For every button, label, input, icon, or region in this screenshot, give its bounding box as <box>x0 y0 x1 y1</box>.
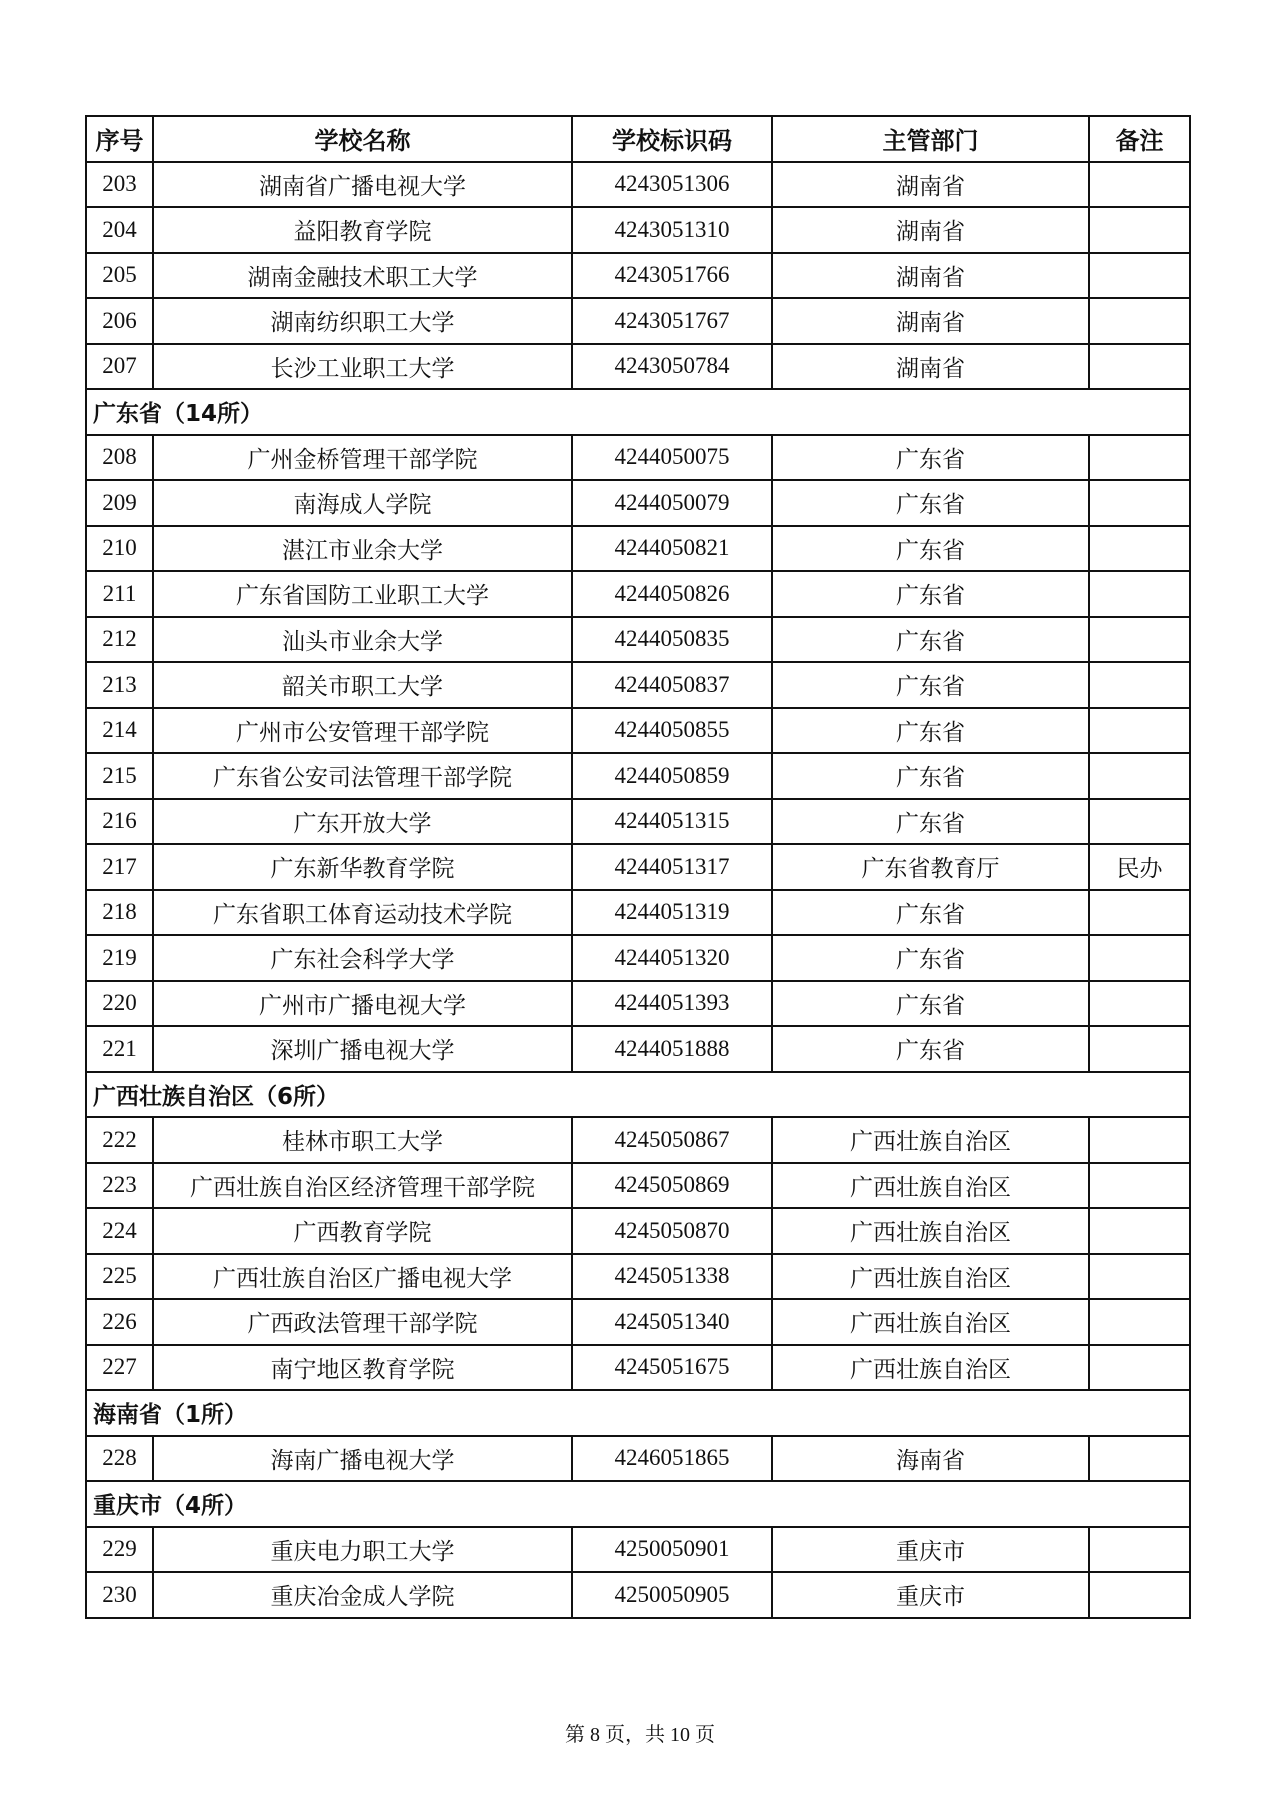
cell-school-code: 4244051319 <box>572 890 772 936</box>
cell-school-name: 广西教育学院 <box>153 1208 572 1254</box>
cell-school-code: 4244051320 <box>572 935 772 981</box>
table-row <box>86 617 1190 663</box>
cell-school-name: 长沙工业职工大学 <box>153 344 572 390</box>
page-footer: 第 8 页，共 10 页 <box>565 1724 715 1746</box>
cell-authority: 广西壮族自治区 <box>772 1345 1089 1391</box>
cell-school-name: 深圳广播电视大学 <box>153 1026 572 1072</box>
group-row <box>86 1481 1190 1527</box>
cell-note <box>1089 1117 1190 1163</box>
cell-note <box>1089 162 1190 208</box>
table-row <box>86 753 1190 799</box>
cell-school-name: 益阳教育学院 <box>153 207 572 253</box>
cell-school-code: 4244050826 <box>572 571 772 617</box>
cell-note <box>1089 571 1190 617</box>
cell-authority: 湖南省 <box>772 207 1089 253</box>
cell-authority: 广东省 <box>772 662 1089 708</box>
cell-note <box>1089 435 1190 481</box>
table-row <box>86 1026 1190 1072</box>
cell-school-name: 广西政法管理干部学院 <box>153 1299 572 1345</box>
cell-note <box>1089 1026 1190 1072</box>
cell-note <box>1089 344 1190 390</box>
cell-index: 204 <box>86 207 153 253</box>
table-row <box>86 298 1190 344</box>
cell-school-code: 4244051888 <box>572 1026 772 1072</box>
cell-school-code: 4245051338 <box>572 1254 772 1300</box>
cell-authority: 广东省 <box>772 571 1089 617</box>
cell-school-name: 广东省职工体育运动技术学院 <box>153 890 572 936</box>
cell-authority: 广西壮族自治区 <box>772 1254 1089 1300</box>
cell-authority: 广西壮族自治区 <box>772 1117 1089 1163</box>
cell-school-name: 广西壮族自治区经济管理干部学院 <box>153 1163 572 1209</box>
cell-authority: 广东省 <box>772 935 1089 981</box>
cell-note <box>1089 1208 1190 1254</box>
group-row <box>86 389 1190 435</box>
table-row <box>86 1208 1190 1254</box>
cell-index: 221 <box>86 1026 153 1072</box>
cell-authority: 广西壮族自治区 <box>772 1299 1089 1345</box>
cell-note <box>1089 617 1190 663</box>
table-row <box>86 662 1190 708</box>
table-row <box>86 162 1190 208</box>
header-authority: 主管部门 <box>772 116 1089 162</box>
cell-school-name: 广东开放大学 <box>153 799 572 845</box>
cell-index: 213 <box>86 662 153 708</box>
cell-school-code: 4244050837 <box>572 662 772 708</box>
cell-school-name: 桂林市职工大学 <box>153 1117 572 1163</box>
cell-authority: 广东省 <box>772 480 1089 526</box>
cell-school-code: 4250050901 <box>572 1527 772 1573</box>
cell-school-code: 4250050905 <box>572 1572 772 1618</box>
table-row <box>86 890 1190 936</box>
cell-note <box>1089 253 1190 299</box>
group-label: 广东省（14所） <box>86 389 1190 435</box>
school-table <box>85 115 1191 1619</box>
cell-note <box>1089 1436 1190 1482</box>
cell-school-code: 4244050835 <box>572 617 772 663</box>
cell-school-code: 4244051393 <box>572 981 772 1027</box>
cell-school-name: 广州市广播电视大学 <box>153 981 572 1027</box>
cell-school-name: 韶关市职工大学 <box>153 662 572 708</box>
header-school-code: 学校标识码 <box>572 116 772 162</box>
table-row <box>86 435 1190 481</box>
cell-index: 219 <box>86 935 153 981</box>
cell-note <box>1089 799 1190 845</box>
cell-note <box>1089 480 1190 526</box>
cell-school-code: 4245051340 <box>572 1299 772 1345</box>
cell-school-name: 广州市公安管理干部学院 <box>153 708 572 754</box>
cell-index: 208 <box>86 435 153 481</box>
cell-authority: 广东省 <box>772 753 1089 799</box>
cell-school-code: 4244050079 <box>572 480 772 526</box>
cell-authority: 广东省 <box>772 526 1089 572</box>
cell-note <box>1089 708 1190 754</box>
cell-school-code: 4245051675 <box>572 1345 772 1391</box>
cell-index: 224 <box>86 1208 153 1254</box>
table-row <box>86 1254 1190 1300</box>
cell-note <box>1089 1345 1190 1391</box>
table-row <box>86 1345 1190 1391</box>
cell-school-name: 广东省公安司法管理干部学院 <box>153 753 572 799</box>
table-row <box>86 1163 1190 1209</box>
cell-note <box>1089 1572 1190 1618</box>
cell-index: 218 <box>86 890 153 936</box>
cell-note <box>1089 935 1190 981</box>
cell-school-code: 4243051767 <box>572 298 772 344</box>
cell-school-code: 4244050859 <box>572 753 772 799</box>
cell-school-name: 广东新华教育学院 <box>153 844 572 890</box>
cell-school-code: 4245050869 <box>572 1163 772 1209</box>
table-row <box>86 1436 1190 1482</box>
cell-authority: 广东省 <box>772 1026 1089 1072</box>
table-header-row <box>86 116 1190 162</box>
cell-index: 217 <box>86 844 153 890</box>
cell-school-name: 广西壮族自治区广播电视大学 <box>153 1254 572 1300</box>
cell-index: 228 <box>86 1436 153 1482</box>
cell-authority: 广东省教育厅 <box>772 844 1089 890</box>
table-row <box>86 708 1190 754</box>
cell-note <box>1089 981 1190 1027</box>
table-row <box>86 1299 1190 1345</box>
cell-school-name: 广州金桥管理干部学院 <box>153 435 572 481</box>
table-row <box>86 253 1190 299</box>
cell-index: 207 <box>86 344 153 390</box>
group-label: 广西壮族自治区（6所） <box>86 1072 1190 1118</box>
cell-school-name: 湖南金融技术职工大学 <box>153 253 572 299</box>
cell-index: 216 <box>86 799 153 845</box>
table-row <box>86 844 1190 890</box>
cell-authority: 湖南省 <box>772 253 1089 299</box>
group-row <box>86 1390 1190 1436</box>
cell-index: 211 <box>86 571 153 617</box>
cell-authority: 广东省 <box>772 708 1089 754</box>
cell-school-name: 重庆冶金成人学院 <box>153 1572 572 1618</box>
cell-authority: 广西壮族自治区 <box>772 1163 1089 1209</box>
cell-note <box>1089 1254 1190 1300</box>
table-row <box>86 526 1190 572</box>
table-row <box>86 480 1190 526</box>
cell-index: 206 <box>86 298 153 344</box>
table-row <box>86 935 1190 981</box>
cell-school-name: 湖南省广播电视大学 <box>153 162 572 208</box>
table-row <box>86 1117 1190 1163</box>
cell-index: 212 <box>86 617 153 663</box>
cell-index: 227 <box>86 1345 153 1391</box>
cell-school-code: 4244050075 <box>572 435 772 481</box>
cell-index: 226 <box>86 1299 153 1345</box>
table-row <box>86 799 1190 845</box>
cell-index: 222 <box>86 1117 153 1163</box>
cell-index: 225 <box>86 1254 153 1300</box>
cell-school-name: 汕头市业余大学 <box>153 617 572 663</box>
cell-authority: 海南省 <box>772 1436 1089 1482</box>
group-row <box>86 1072 1190 1118</box>
cell-index: 210 <box>86 526 153 572</box>
table-row <box>86 1527 1190 1573</box>
cell-authority: 广东省 <box>772 435 1089 481</box>
cell-note <box>1089 1527 1190 1573</box>
table-body <box>86 162 1190 1618</box>
cell-authority: 重庆市 <box>772 1572 1089 1618</box>
cell-note <box>1089 298 1190 344</box>
cell-note <box>1089 753 1190 799</box>
cell-authority: 广东省 <box>772 981 1089 1027</box>
cell-index: 209 <box>86 480 153 526</box>
cell-index: 205 <box>86 253 153 299</box>
cell-note <box>1089 526 1190 572</box>
cell-authority: 湖南省 <box>772 162 1089 208</box>
cell-school-code: 4244051315 <box>572 799 772 845</box>
cell-school-name: 南海成人学院 <box>153 480 572 526</box>
cell-school-code: 4246051865 <box>572 1436 772 1482</box>
table-row <box>86 571 1190 617</box>
cell-school-name: 湖南纺织职工大学 <box>153 298 572 344</box>
cell-authority: 重庆市 <box>772 1527 1089 1573</box>
cell-school-code: 4244051317 <box>572 844 772 890</box>
cell-authority: 广西壮族自治区 <box>772 1208 1089 1254</box>
cell-index: 220 <box>86 981 153 1027</box>
cell-index: 223 <box>86 1163 153 1209</box>
cell-school-code: 4243051310 <box>572 207 772 253</box>
header-note: 备注 <box>1089 116 1190 162</box>
cell-index: 203 <box>86 162 153 208</box>
cell-school-name: 海南广播电视大学 <box>153 1436 572 1482</box>
cell-note <box>1089 890 1190 936</box>
cell-authority: 广东省 <box>772 617 1089 663</box>
cell-index: 214 <box>86 708 153 754</box>
cell-note <box>1089 1299 1190 1345</box>
table-row <box>86 981 1190 1027</box>
header-index: 序号 <box>86 116 153 162</box>
table-row <box>86 1572 1190 1618</box>
cell-school-code: 4244050855 <box>572 708 772 754</box>
cell-school-name: 广东社会科学大学 <box>153 935 572 981</box>
header-school-name: 学校名称 <box>153 116 572 162</box>
cell-school-code: 4245050870 <box>572 1208 772 1254</box>
cell-index: 215 <box>86 753 153 799</box>
cell-authority: 湖南省 <box>772 298 1089 344</box>
cell-authority: 广东省 <box>772 890 1089 936</box>
cell-note <box>1089 207 1190 253</box>
cell-school-name: 广东省国防工业职工大学 <box>153 571 572 617</box>
cell-authority: 广东省 <box>772 799 1089 845</box>
cell-school-code: 4244050821 <box>572 526 772 572</box>
cell-index: 229 <box>86 1527 153 1573</box>
cell-school-code: 4245050867 <box>572 1117 772 1163</box>
cell-school-code: 4243051766 <box>572 253 772 299</box>
table-row <box>86 207 1190 253</box>
cell-school-name: 南宁地区教育学院 <box>153 1345 572 1391</box>
cell-note <box>1089 662 1190 708</box>
cell-school-code: 4243050784 <box>572 344 772 390</box>
cell-note: 民办 <box>1089 844 1190 890</box>
cell-school-name: 重庆电力职工大学 <box>153 1527 572 1573</box>
table-row <box>86 344 1190 390</box>
cell-authority: 湖南省 <box>772 344 1089 390</box>
cell-school-code: 4243051306 <box>572 162 772 208</box>
group-label: 重庆市（4所） <box>86 1481 1190 1527</box>
cell-school-name: 湛江市业余大学 <box>153 526 572 572</box>
cell-index: 230 <box>86 1572 153 1618</box>
cell-note <box>1089 1163 1190 1209</box>
group-label: 海南省（1所） <box>86 1390 1190 1436</box>
